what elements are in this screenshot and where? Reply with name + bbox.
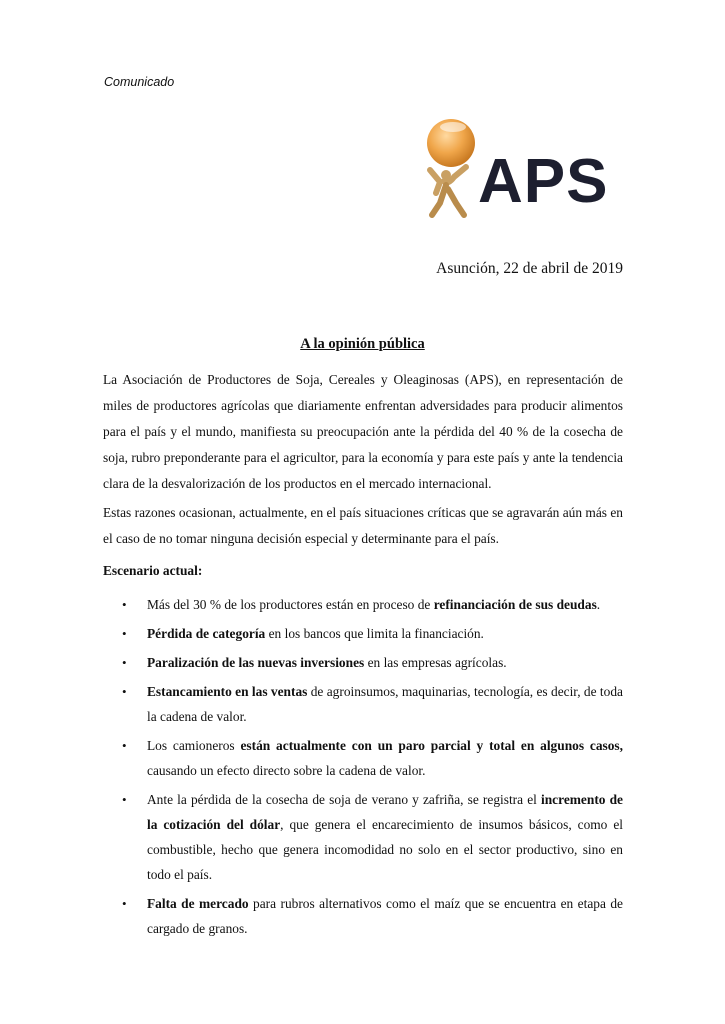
paragraph-intro: La Asociación de Productores de Soja, Cereales y Oleaginosas (APS), en representación de miles de productores agrícolas que diariamente enfrentan adversidades para producir alimentos para el país y el mundo, manifiesta su preocupación ante la pérdida del 40 % de la cosecha de soja, rubro preponderante para el agricultor, para la economía y para este país y ante la tendencia clara de la desvalorización de los productos en el mercado internacional. — [103, 372, 623, 491]
aps-logo-text: APS — [478, 147, 609, 216]
bullet-icon: • — [122, 896, 127, 911]
bullet-icon: • — [122, 738, 127, 753]
aps-logo-mark-icon — [426, 115, 486, 225]
list-item: • Estancamiento en las ventas de agroinsumos, maquinarias, tecnología, es decir, de toda la cadena de valor. — [103, 679, 623, 729]
list-item: • Los camioneros están actualmente con un paro parcial y total en algunos casos, causando un efecto directo sobre la cadena de valor. — [103, 733, 623, 783]
list-item: • Pérdida de categoría en los bancos que limita la financiación. — [103, 621, 623, 646]
list-item: • Falta de mercado para rubros alternativos como el maíz que se encuentra en etapa de cargado de granos. — [103, 891, 623, 941]
aps-logo — [426, 115, 616, 225]
document-title: A la opinión pública — [300, 336, 425, 352]
bullet-icon: • — [122, 597, 127, 612]
paragraph-reasons: Estas razones ocasionan, actualmente, en el país situaciones críticas que se agravarán aún más en el caso de no tomar ninguna decisión especial y determinante para el país. — [103, 505, 623, 546]
bullet-icon: • — [122, 626, 127, 641]
bullet-icon: • — [122, 792, 127, 807]
bullet-icon: • — [122, 655, 127, 670]
bullet-icon: • — [122, 684, 127, 699]
document-type-label: Comunicado — [104, 75, 175, 89]
section-heading: Escenario actual: — [103, 563, 203, 578]
list-item: • Ante la pérdida de la cosecha de soja de verano y zafriña, se registra el incremento de la cotización del dólar, que genera el encarecimiento de insumos básicos, como el combustible, hecho que genera incomodidad no solo en el sector productivo, sino en todo el país. — [103, 787, 623, 887]
document-date: Asunción, 22 de abril de 2019 — [436, 260, 623, 277]
scenario-bullet-list — [103, 592, 623, 945]
list-item: • Paralización de las nuevas inversiones en las empresas agrícolas. — [103, 650, 623, 675]
list-item: • Más del 30 % de los productores están en proceso de refinanciación de sus deudas. — [103, 592, 623, 617]
